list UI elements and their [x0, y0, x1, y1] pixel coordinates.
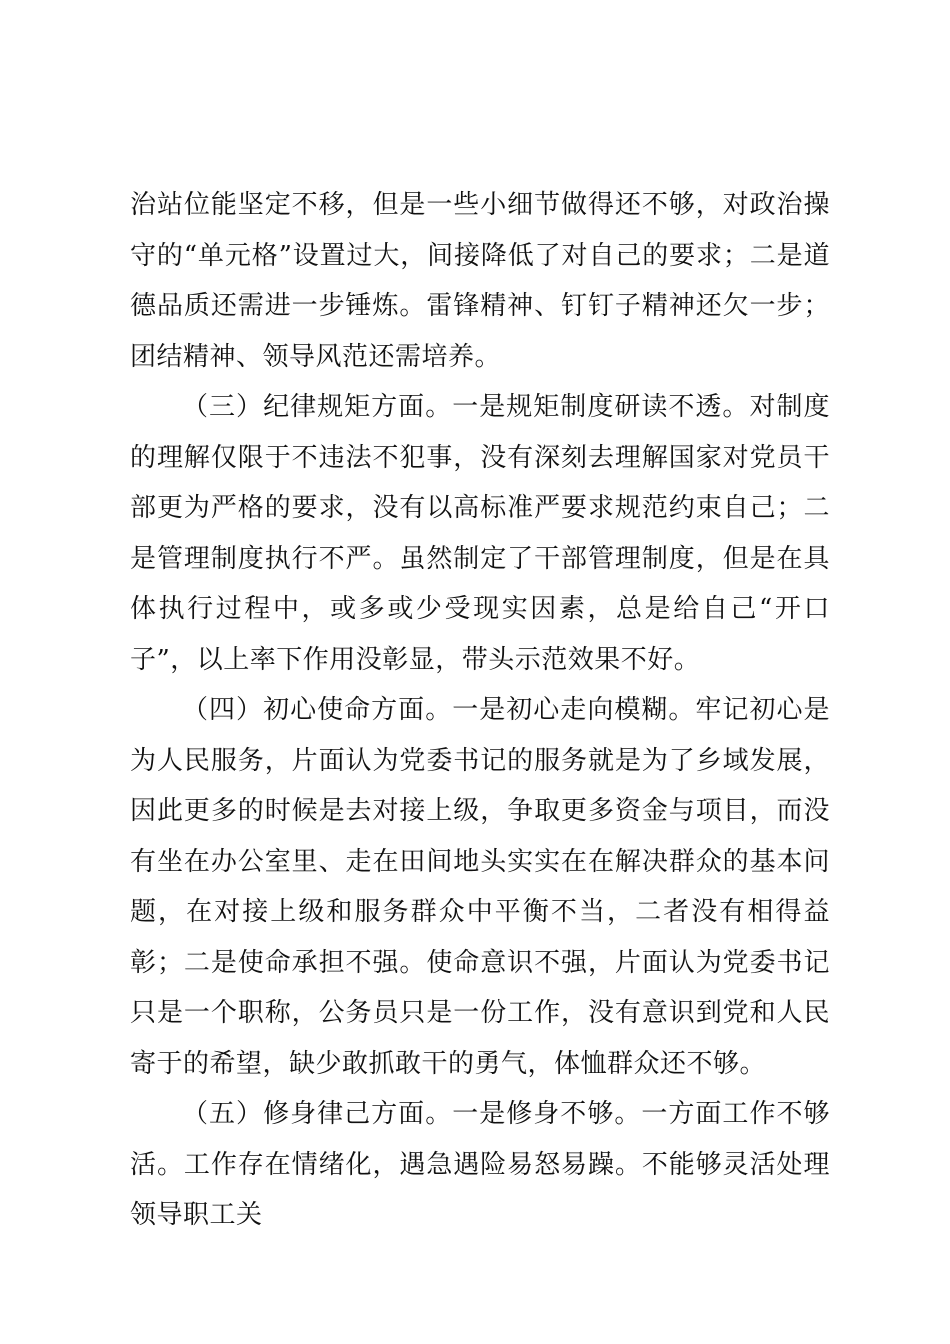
paragraph-discipline-rules: （三）纪律规矩方面。一是规矩制度研读不透。对制度的理解仅限于不违法不犯事，没有深刻去理解国家对党员干部更为严格的要求，没有以高标准严要求规范约束自己；二是管理制度执行不严。虽然制定了干部管理制度，但是在具体执行过程中，或多或少受现实因素，总是给自己“开口子”，以上率下作用没彰显，带头示范效果不好。: [130, 392, 830, 675]
paragraph-original-mission: （四）初心使命方面。一是初心走向模糊。牢记初心是为人民服务，片面认为党委书记的服务就是为了乡域发展，因此更多的时候是去对接上级，争取更多资金与项目，而没有坐在办公室里、走在田间地头实实在在解决群众的基本问题，在对接上级和服务群众中平衡不当，二者没有相得益彰；二是使命承担不强。使命意识不强，片面认为党委书记只是一个职称，公务员只是一份工作，没有意识到党和人民寄于的希望，缺少敢抓敢干的勇气，体恤群众还不够。: [130, 695, 830, 1079]
document-body: [130, 180, 830, 1241]
paragraph-political-stance: 治站位能坚定不移，但是一些小细节做得还不够，对政治操守的“单元格”设置过大，间接降低了对自己的要求；二是道德品质还需进一步锤炼。雷锋精神、钉钉子精神还欠一步；团结精神、领导风范还需培养。: [130, 190, 830, 372]
paragraph-self-cultivation: （五）修身律己方面。一是修身不够。一方面工作不够活。工作存在情绪化，遇急遇险易怒易躁。不能够灵活处理领导职工关: [130, 1099, 830, 1230]
